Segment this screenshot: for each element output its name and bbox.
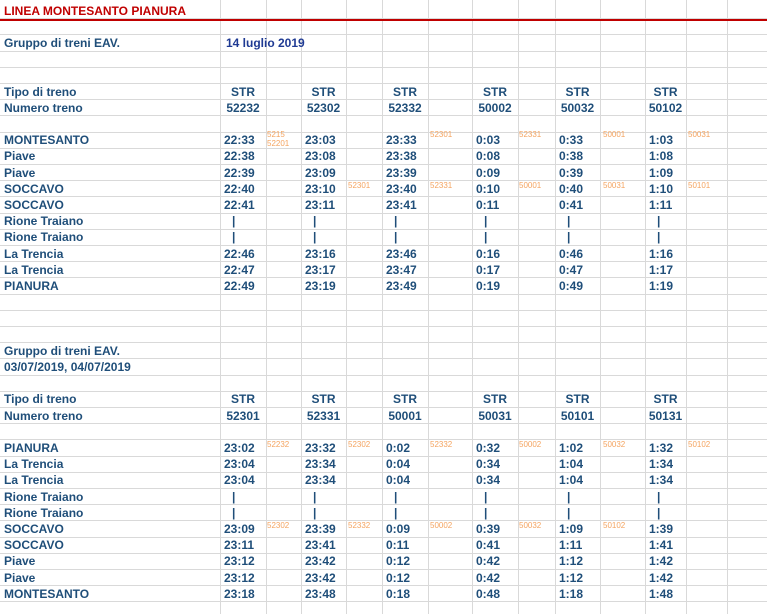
departure-time: 23:46: [386, 247, 417, 261]
grid-row-line: [0, 358, 767, 359]
train-type: STR: [565, 85, 590, 99]
departure-time: 0:39: [559, 166, 584, 180]
time-pass-marker: |: [567, 506, 571, 520]
time-pass-marker: |: [232, 214, 236, 228]
train-number: 50031: [478, 409, 512, 423]
connection-note: 50031: [688, 130, 711, 139]
train-number: 50002: [478, 101, 512, 115]
train-type: STR: [231, 85, 255, 99]
train-type: STR: [393, 85, 417, 99]
grid-row-line: [0, 99, 767, 100]
departure-time: 23:03: [305, 133, 336, 147]
departure-time: 0:11: [386, 538, 410, 552]
stop-name: Rione Traiano: [4, 506, 84, 520]
departure-time: 0:46: [559, 247, 584, 261]
connection-note: 52332: [348, 521, 371, 530]
departure-time: 22:39: [224, 166, 255, 180]
grid-row-line: [0, 261, 767, 262]
stop-name: Piave: [4, 571, 36, 585]
departure-time: 0:19: [476, 279, 501, 293]
departure-time: 0:39: [476, 522, 501, 536]
departure-time: 22:40: [224, 182, 255, 196]
departure-time: 0:04: [386, 457, 411, 471]
departure-time: 1:09: [649, 166, 674, 180]
grid-row-line: [0, 196, 767, 197]
departure-time: 1:11: [559, 538, 583, 552]
grid-row-line: [0, 504, 767, 505]
time-pass-marker: |: [657, 490, 661, 504]
departure-time: 23:08: [305, 149, 336, 163]
row-label-number: Numero treno: [4, 101, 83, 115]
train-number: 52331: [306, 409, 341, 423]
grid-row-line: [0, 407, 767, 408]
group-label: Gruppo di treni EAV.: [4, 36, 121, 50]
departure-time: 1:34: [649, 457, 674, 471]
stop-name: Piave: [4, 554, 36, 568]
departure-time: 23:33: [386, 133, 417, 147]
grid-row-line: [0, 294, 767, 295]
time-pass-marker: |: [484, 214, 488, 228]
grid-row-line: [0, 585, 767, 586]
grid-row-line: [0, 277, 767, 278]
departure-time: 0:04: [386, 473, 411, 487]
departure-time: 0:40: [559, 182, 584, 196]
departure-time: 23:18: [224, 587, 255, 601]
train-number: 52232: [226, 101, 260, 115]
time-pass-marker: |: [657, 214, 661, 228]
departure-time: 23:32: [305, 441, 336, 455]
time-pass-marker: |: [232, 506, 236, 520]
connection-note: 50031: [603, 181, 626, 190]
train-number: 50102: [648, 101, 683, 115]
train-type: STR: [483, 392, 507, 406]
stop-name: La Trencia: [4, 263, 64, 277]
connection-note: 50001: [519, 181, 542, 190]
train-type: STR: [311, 392, 336, 406]
departure-time: 1:42: [649, 571, 674, 585]
departure-time: 23:42: [305, 571, 336, 585]
departure-time: 1:09: [559, 522, 584, 536]
departure-time: 1:02: [559, 441, 584, 455]
stop-name: Piave: [4, 149, 36, 163]
connection-note: 52302: [267, 521, 290, 530]
departure-time: 1:41: [649, 538, 674, 552]
grid-row-line: [0, 67, 767, 68]
departure-time: 23:49: [386, 279, 417, 293]
grid-row-line: [0, 115, 767, 116]
stop-name: MONTESANTO: [4, 587, 90, 601]
departure-time: 1:19: [649, 279, 674, 293]
connection-note: 52332: [430, 440, 453, 449]
grid-row-line: [0, 423, 767, 424]
time-pass-marker: |: [313, 490, 317, 504]
grid-row-line: [0, 375, 767, 376]
connection-note: 52331: [519, 130, 542, 139]
departure-time: 23:11: [224, 538, 255, 552]
grid-row-line: [0, 213, 767, 214]
departure-time: 0:48: [476, 587, 501, 601]
departure-time: 0:34: [476, 473, 501, 487]
title-underline: [0, 19, 767, 21]
departure-time: 1:32: [649, 441, 674, 455]
departure-time: 23:39: [305, 522, 336, 536]
train-number: 52301: [226, 409, 260, 423]
departure-time: 23:19: [305, 279, 336, 293]
stop-name: Piave: [4, 166, 36, 180]
departure-time: 23:12: [224, 554, 255, 568]
time-pass-marker: |: [394, 490, 398, 504]
time-pass-marker: |: [567, 230, 571, 244]
grid-row-line: [0, 326, 767, 327]
departure-time: 23:48: [305, 587, 336, 601]
departure-time: 0:41: [476, 538, 501, 552]
departure-time: 22:47: [224, 263, 255, 277]
grid-column-line: [600, 0, 601, 614]
train-type: STR: [311, 85, 336, 99]
departure-time: 0:12: [386, 554, 411, 568]
time-pass-marker: |: [313, 214, 317, 228]
departure-time: 0:08: [476, 149, 501, 163]
grid-column-line: [346, 0, 347, 614]
time-pass-marker: |: [484, 506, 488, 520]
departure-time: 0:12: [386, 571, 411, 585]
time-pass-marker: |: [484, 490, 488, 504]
service-date: 14 luglio 2019: [226, 36, 305, 50]
train-number: 50001: [388, 409, 422, 423]
connection-note: 50102: [688, 440, 711, 449]
grid-row-line: [0, 164, 767, 165]
train-type: STR: [653, 392, 678, 406]
connection-note: 50032: [519, 521, 542, 530]
train-number: 52302: [306, 101, 341, 115]
grid-row-line: [0, 310, 767, 311]
stop-name: Rione Traiano: [4, 230, 84, 244]
departure-time: 0:38: [559, 149, 584, 163]
departure-time: 23:16: [305, 247, 336, 261]
departure-time: 1:03: [649, 133, 674, 147]
departure-time: 23:10: [305, 182, 336, 196]
connection-note: 52301: [348, 181, 371, 190]
departure-time: 23:04: [224, 473, 255, 487]
grid-row-line: [0, 439, 767, 440]
departure-time: 1:12: [559, 571, 584, 585]
departure-time: 0:47: [559, 263, 584, 277]
departure-time: 23:17: [305, 263, 336, 277]
connection-note: 52201: [267, 139, 290, 148]
connection-note: 50002: [430, 521, 453, 530]
connection-note: 52301: [430, 130, 453, 139]
departure-time: 0:10: [476, 182, 501, 196]
departure-time: 23:41: [386, 198, 417, 212]
departure-time: 1:10: [649, 182, 674, 196]
departure-time: 1:04: [559, 457, 584, 471]
departure-time: 0:32: [476, 441, 501, 455]
grid-column-line: [686, 0, 687, 614]
departure-time: 23:11: [305, 198, 336, 212]
connection-note: 52331: [430, 181, 453, 190]
departure-time: 23:34: [305, 473, 336, 487]
stop-name: SOCCAVO: [4, 182, 64, 196]
grid-row-line: [0, 520, 767, 521]
group-label: Gruppo di treni EAV.: [4, 344, 121, 358]
sheet-title: LINEA MONTESANTO PIANURA: [4, 4, 187, 18]
departure-time: 22:38: [224, 149, 255, 163]
departure-time: 0:02: [386, 441, 411, 455]
time-pass-marker: |: [484, 230, 488, 244]
grid-row-line: [0, 34, 767, 35]
departure-time: 23:39: [386, 166, 417, 180]
stop-name: MONTESANTO: [4, 133, 90, 147]
departure-time: 0:16: [476, 247, 501, 261]
stop-name: SOCCAVO: [4, 522, 64, 536]
departure-time: 0:49: [559, 279, 584, 293]
departure-time: 23:47: [386, 263, 417, 277]
grid-row-line: [0, 229, 767, 230]
train-type: STR: [565, 392, 590, 406]
connection-note: 52302: [348, 440, 371, 449]
departure-time: 1:18: [559, 587, 584, 601]
departure-time: 0:11: [476, 198, 500, 212]
stop-name: Rione Traiano: [4, 490, 84, 504]
departure-time: 23:09: [224, 522, 255, 536]
grid-row-line: [0, 83, 767, 84]
departure-time: 23:42: [305, 554, 336, 568]
train-type: STR: [483, 85, 507, 99]
time-pass-marker: |: [657, 230, 661, 244]
time-pass-marker: |: [657, 506, 661, 520]
stop-name: PIANURA: [4, 441, 59, 455]
connection-note: 50032: [603, 440, 626, 449]
row-label-number: Numero treno: [4, 409, 83, 423]
departure-time: 0:42: [476, 554, 501, 568]
grid-row-line: [0, 342, 767, 343]
departure-time: 1:17: [649, 263, 674, 277]
grid-row-line: [0, 51, 767, 52]
departure-time: 1:04: [559, 473, 584, 487]
connection-note: 50002: [519, 440, 542, 449]
departure-time: 1:48: [649, 587, 674, 601]
stop-name: La Trencia: [4, 457, 64, 471]
train-type: STR: [231, 392, 255, 406]
time-pass-marker: |: [567, 214, 571, 228]
departure-time: 1:11: [649, 198, 673, 212]
departure-time: 0:18: [386, 587, 411, 601]
departure-time: 0:33: [559, 133, 584, 147]
departure-time: 23:09: [305, 166, 336, 180]
time-pass-marker: |: [313, 230, 317, 244]
departure-time: 22:46: [224, 247, 255, 261]
grid-row-line: [0, 245, 767, 246]
time-pass-marker: |: [394, 214, 398, 228]
departure-time: 23:04: [224, 457, 255, 471]
departure-time: 23:12: [224, 571, 255, 585]
stop-name: SOCCAVO: [4, 538, 64, 552]
departure-time: 23:38: [386, 149, 417, 163]
departure-time: 23:41: [305, 538, 336, 552]
train-type: STR: [393, 392, 417, 406]
departure-time: 23:02: [224, 441, 255, 455]
stop-name: La Trencia: [4, 247, 64, 261]
grid-row-line: [0, 488, 767, 489]
train-number: 50101: [560, 409, 595, 423]
service-date: 03/07/2019, 04/07/2019: [4, 360, 131, 374]
connection-note: 50001: [603, 130, 626, 139]
time-pass-marker: |: [313, 506, 317, 520]
row-label-type: Tipo di treno: [4, 392, 77, 406]
departure-time: 0:34: [476, 457, 501, 471]
departure-time: 1:12: [559, 554, 584, 568]
grid-row-line: [0, 601, 767, 602]
departure-time: 0:42: [476, 571, 501, 585]
connection-note: 50102: [603, 521, 626, 530]
grid-row-line: [0, 569, 767, 570]
grid-column-line: [727, 0, 728, 614]
time-pass-marker: |: [232, 230, 236, 244]
departure-time: 0:03: [476, 133, 501, 147]
departure-time: 1:42: [649, 554, 674, 568]
departure-time: 1:08: [649, 149, 674, 163]
time-pass-marker: |: [394, 506, 398, 520]
departure-time: 22:33: [224, 133, 255, 147]
stop-name: La Trencia: [4, 473, 64, 487]
departure-time: 22:49: [224, 279, 255, 293]
connection-note: 52232: [267, 440, 290, 449]
departure-time: 0:17: [476, 263, 501, 277]
connection-note: 5215: [267, 130, 285, 139]
train-type: STR: [653, 85, 678, 99]
departure-time: 22:41: [224, 198, 255, 212]
grid-column-line: [428, 0, 429, 614]
connection-note: 50101: [688, 181, 711, 190]
row-label-type: Tipo di treno: [4, 85, 77, 99]
stop-name: PIANURA: [4, 279, 59, 293]
departure-time: 0:09: [476, 166, 501, 180]
stop-name: SOCCAVO: [4, 198, 64, 212]
train-number: 50131: [648, 409, 683, 423]
departure-time: 1:16: [649, 247, 674, 261]
time-pass-marker: |: [394, 230, 398, 244]
train-number: 52332: [388, 101, 422, 115]
stop-name: Rione Traiano: [4, 214, 84, 228]
departure-time: 23:40: [386, 182, 417, 196]
time-pass-marker: |: [232, 490, 236, 504]
time-pass-marker: |: [567, 490, 571, 504]
departure-time: 23:34: [305, 457, 336, 471]
departure-time: 0:41: [559, 198, 584, 212]
grid-row-line: [0, 180, 767, 181]
train-number: 50032: [560, 101, 595, 115]
departure-time: 1:39: [649, 522, 674, 536]
departure-time: 1:34: [649, 473, 674, 487]
departure-time: 0:09: [386, 522, 411, 536]
